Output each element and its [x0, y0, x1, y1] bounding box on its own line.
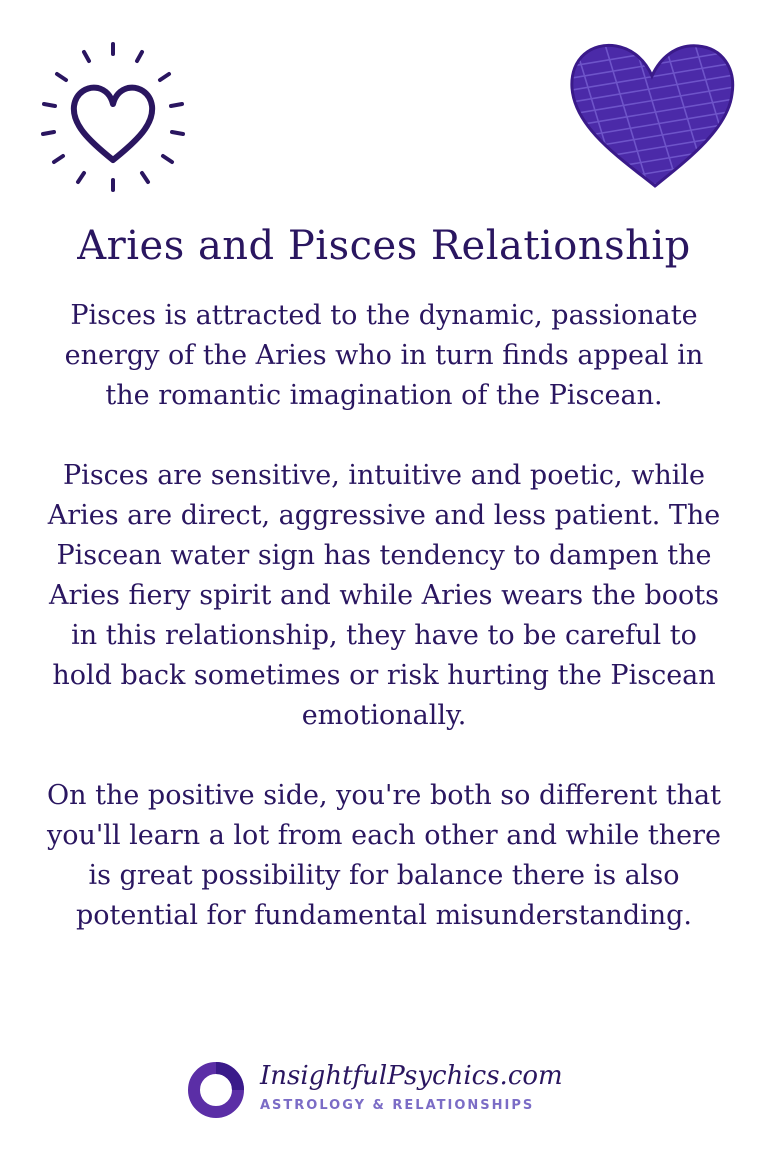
brand-logo [186, 1058, 586, 1128]
article-body [44, 296, 724, 976]
brand-name: InsightfulPsychics.com [260, 1061, 563, 1091]
scribbled-filled-heart-icon [560, 28, 740, 193]
ring-logo-icon [186, 1060, 246, 1120]
paragraph-2: Pisces are sensitive, intuitive and poetic, while Aries are direct, aggressive and less patient. The Piscean water sign has tendency to dampen the Aries fiery spirit and while Aries wears the boots in this relationship, they have to be careful to hold back sometimes or risk hurting the Piscean emotionally. [47, 460, 721, 731]
paragraph-3: On the positive side, you're both so different that you'll learn a lot from each other and while there is great possibility for balance there is also potential for fundamental misunderstanding. [46, 780, 722, 931]
brand-tagline: ASTROLOGY & RELATIONSHIPS [260, 1098, 535, 1113]
paragraph-1: Pisces is attracted to the dynamic, passionate energy of the Aries who in turn finds appeal in the romantic imagination of the Piscean. [64, 300, 704, 411]
outline-heart-with-rays-icon [28, 32, 198, 202]
page-title: Aries and Pisces Relationship [77, 223, 691, 269]
